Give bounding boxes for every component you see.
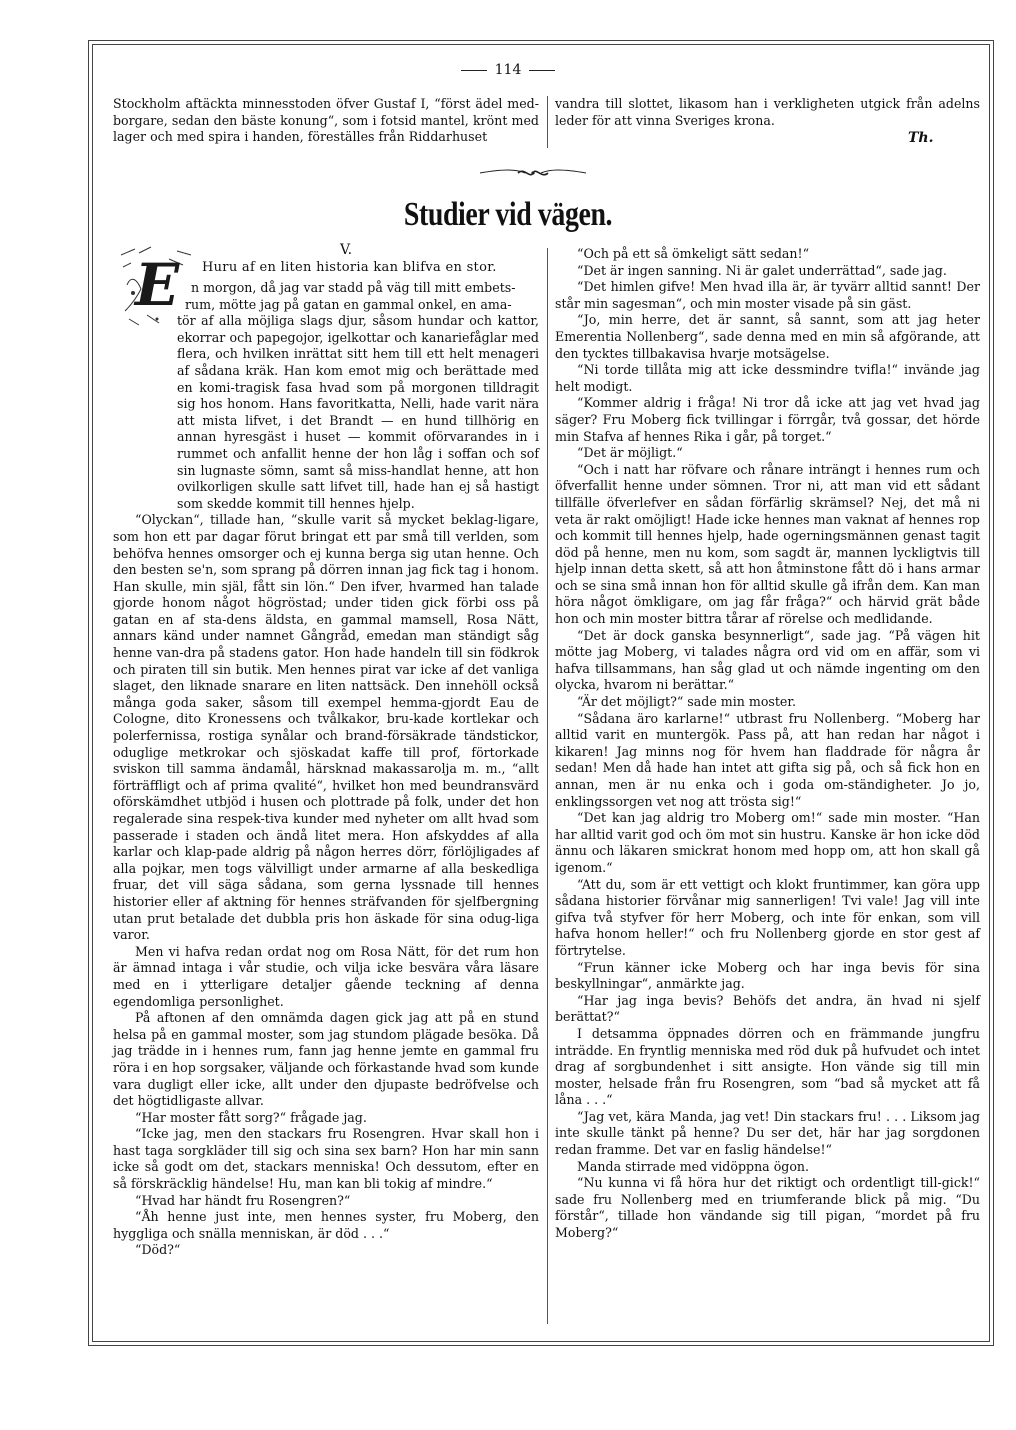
article-title: Studier vid vägen.	[403, 196, 613, 233]
paragraph: “Det himlen gifve! Men hvad illa är, är tyvärr alltid sannt! Der står min sagesman“, och min moster visade på sin gäst.	[555, 279, 980, 311]
paragraph: n morgon, då jag var stadd på väg till mitt embets-	[191, 280, 516, 295]
paragraph: “Ni torde tillåta mig att icke dessmindre tvifla!“ invände jag helt modigt.	[555, 362, 980, 394]
top-article-right	[555, 96, 980, 129]
column-divider-main	[547, 248, 548, 1324]
ornament-divider	[478, 166, 588, 180]
paragraph: “Död?“	[135, 1242, 181, 1258]
paragraph: “Det är dock ganska besynnerligt“, sade jag. “På vägen hit mötte jag Moberg, vi talades några ord vid om en affär, som vi hafva tillsammans, han såg glad ut och nämde ingenting om den olycka, hvarom ni berättar.“	[555, 627, 980, 693]
paragraph: “Har moster fått sorg?“ frågade jag.	[135, 1109, 367, 1125]
paragraph: “Icke jag, men den stackars fru Rosengren. Hvar skall hon i hast taga sorgkläder till sig och sina sex barn? Hon har min sann icke så godt om det, stackars menniska! Och dessutom, efter en så förskräcklig händelse! Hu, man kan bli tokig af mindre.“	[113, 1126, 539, 1192]
paragraph: I detsamma öppnades dörren och en främmande jungfru inträdde. En fryntlig menniska med röd duk på hufvudet och intet drag af sorgbundenhet i sitt ansigte. Hon vände sig till min moster, helsade från fru Rosengren, som “bad så mycket att få låna . . .“	[555, 1025, 980, 1108]
paragraph: “Kommer aldrig i fråga! Ni tror då icke att jag vet hvad jag säger? Fru Moberg fick tvillingar i förrgår, två gossar, det hörde min Stafva af hennes Rika i går, på torget.“	[555, 395, 980, 444]
paragraph: tör af alla möjliga slags djur, såsom hundar och kattor, ekorrar och papegojor, igelkottar och kanariefåglar med flera, och hvilken inrättat sitt hem till ett helt menageri af sådana kräk. Han kom emot mig och berättade med en komi-tragisk fasa hvad som på morgonen tilldragit sig hos honom. Hans favoritkatta, Nelli, hade varit nära att mista lifvet, i det Brandt — en hund tillhörig en annan hyresgäst i huset — kommit oförvarandes in i rummet och anfallit henne der hon låg i soffan och sof sin lugnaste sömn, samt så miss-handlat henne, att hon ovilkorligen skulle satt lifvet till, hade han ej så hastigt som skedde kommit till hennes hjelp.	[177, 313, 539, 511]
dropcap-letter: E	[135, 251, 180, 319]
paragraph: “Och i natt har röfvare och rånare inträngt i hennes rum och öfverfallit henne under sömnen. Tror ni, att man vid ett sådant tillfälle öfverlefver en sådan förfärlig skrämsel? Nej, det må ni veta är rakt omöjligt! Hade icke hennes man vaknat af hennes rop och kommit till hennes hjelp, hade ogerningsmännen genast tagit död på henne, men nu kom, som sagdt är, mannen lyckligtvis till hjelp innan detta skett, så att hon åtminstone fått dö i hans armar och se sina små innan hon för alltid skulle gå ifrån dem. Kan man höra något ömkligare, om jag får fråga?“ och härvid grät både hon och min moster bittra tårar af rörelse och medlidande.	[555, 461, 980, 627]
paragraph: “Jag vet, kära Manda, jag vet! Din stackars fru! . . . Liksom jag inte skulle tänkt på henne? Du ser det, här har jag sorgdonen redan framme. Det var en faslig händelse!“	[555, 1108, 980, 1158]
paragraph: “Jo, min herre, det är sannt, så sannt, som att jag heter Emerentia Nollenberg“, sade denna med en min så afgörande, att den tycktes tillbakavisa hvarje motsägelse.	[555, 312, 980, 361]
paragraph: “Det kan jag aldrig tro Moberg om!“ sade min moster. “Han har alltid varit god och öm mot sin hustru. Kanske är hon icke död ännu och läkaren smickrat honom med hopp om, att hon skall gå igenom.“	[555, 810, 980, 875]
top-article-right-text: vandra till slottet, likasom han i verkligheten utgick från adelns leder för att vinna Sveriges krona.	[555, 96, 980, 128]
article-right-column	[555, 246, 980, 1242]
paragraph: “Och på ett så ömkeligt sätt sedan!“	[577, 246, 810, 261]
paragraph: “Har jag inga bevis? Behöfs det andra, än hvad ni sjelf berättat?“	[555, 992, 980, 1025]
page-number-value: 114	[494, 62, 522, 78]
dash-left	[461, 70, 487, 71]
top-article-left-text: Stockholm aftäckta minnesstoden öfver Gustaf I, “först ädel med-borgare, sedan den bäste konung“, som i fotsid mantel, krönt med lager och med spira i handen, föreställes från Riddarhuset	[113, 96, 539, 145]
article-left-column	[113, 280, 539, 1259]
paragraph: “Är det möjligt?“ sade min moster.	[577, 694, 797, 710]
dash-right	[529, 70, 555, 71]
top-article-left	[113, 96, 539, 146]
paragraph: Manda stirrade med vidöppna ögon.	[577, 1158, 810, 1174]
paragraph: På aftonen af den omnämda dagen gick jag att på en stund helsa på en gammal moster, som jag stundom plägade besöka. Då jag trädde in i hennes rum, fann jag henne jemte en gammal fru röra i en hop sorgsaker, väljande och förkastande hvad som kunde vara dugligt eller icke, allt under den djupaste bedröfvelse och det högtidligaste allvar.	[113, 1010, 539, 1109]
paragraph: “Åh henne just inte, men hennes syster, fru Moberg, den hyggliga och snälla menniskan, är död . . .“	[113, 1209, 539, 1241]
paragraph: “Det är möjligt.“	[577, 445, 683, 461]
paragraph: “Olyckan“, tillade han, “skulle varit så mycket beklag-ligare, som hon ett par dagar förut bringat ett par små till verlden, som behöfva hennes omsorger och ej kunna berga sig utan henne. Och den besten se'n, som sprang på dörren innan jag fick tag i honom. Han skulle, min själ, fått sin lön.“ Den ifver, hvarmed han talade gjorde honom något högröstad; under tiden gick förbi oss på gatan en af sta-dens äldsta, en gammal mamsell, Rosa Nätt, annars känd under namnet Gångråd, emedan man ständigt såg henne van-dra på stadens gator. Hon hade handeln till sin födkrok och piraten till sin butik. Men hennes pirat var icke af det vanliga slaget, den liknade snarare en liten nattsäck. Den innehöll också många goda saker, såsom till exempel hemma-gjordt Eau de Cologne, dito Kronessens och tvålkakor, bru-kade kortlekar och polerfernissa, rostiga synålar och brand-försäkrade tändstickor, oduglige metkrokar och sjöskadat kaffe till prof, förtorkade sviskon till samma ändamål, härsknad makassarolja m. m., “allt förträffligt och af prima qvalité“, hvilket hon med beundransvärd oförskämdhet utbjöd i husen och plottrade på folk, under det hon regalerade sina respek-tiva kunder med nyheter om allt hvad som passerade i staden och ändå litet mera. Hon afskyddes af alla karlar och klap-pade aldrig på någon herres dörr, förlöjligades af alla pojkar, men togs välvilligt under armarne af alla beskedliga fruar, det vill säga sådana, som gerna lyssnade till hennes historier eller af aktning för hennes sträfvanden för sjelfbergning utan prut betalade det dubbla pris hon äskade för sina odug-liga varor.	[113, 512, 539, 943]
paragraph: Men vi hafva redan ordat nog om Rosa Nätt, för det rum hon är ämnad intaga i vår studie, och vilja icke besvära våra läsare med en i ytterligare detaljer gående teckning af denna egendomliga personlighet.	[113, 943, 539, 1009]
paragraph: “Frun känner icke Moberg och har inga bevis för sina beskyllningar“, anmärkte jag.	[555, 959, 980, 992]
page-number	[0, 62, 1016, 78]
author-signature: Th.	[908, 130, 934, 146]
paragraph: “Det är ingen sanning. Ni är galet underrättad“, sade jag.	[577, 262, 947, 278]
section-number: V.	[340, 242, 353, 258]
paragraph: “Att du, som är ett vettigt och klokt fruntimmer, kan göra upp sådana historier förvånar mig sannerligen! Tvi vale! Jag vill inte gifva två styfver för herr Moberg, och inte för enkan, som vill hafva honom heller!“ och fru Nollenberg gjorde en stor gest af förtrytelse.	[555, 876, 980, 958]
paragraph: rum, mötte jag på gatan en gammal onkel, en ama-	[185, 296, 512, 312]
article-subtitle: Huru af en liten historia kan blifva en stor.	[202, 260, 497, 275]
paragraph: “Sådana äro karlarne!“ utbrast fru Nollenberg. “Moberg har alltid varit en muntergök. Pass på, att han redan har något i kikaren! Jag minns nog för hvem han fladdrade för några år sedan! Men då hade han intet att gifta sig på, och så fick hon en annan, men är nu enka och i goda om-ständigheter. Jo jo, enklingssorgen vet nog att trösta sig!“	[555, 710, 980, 809]
paragraph: “Nu kunna vi få höra hur det riktigt och ordentligt till-gick!“ sade fru Nollenberg med en triumferande blick på mig. “Du förstår“, tillade hon vändande sig till pigan, “mordet på fru Moberg?“	[555, 1175, 980, 1241]
column-divider-top	[547, 96, 548, 148]
paragraph: “Hvad har händt fru Rosengren?“	[135, 1192, 351, 1208]
